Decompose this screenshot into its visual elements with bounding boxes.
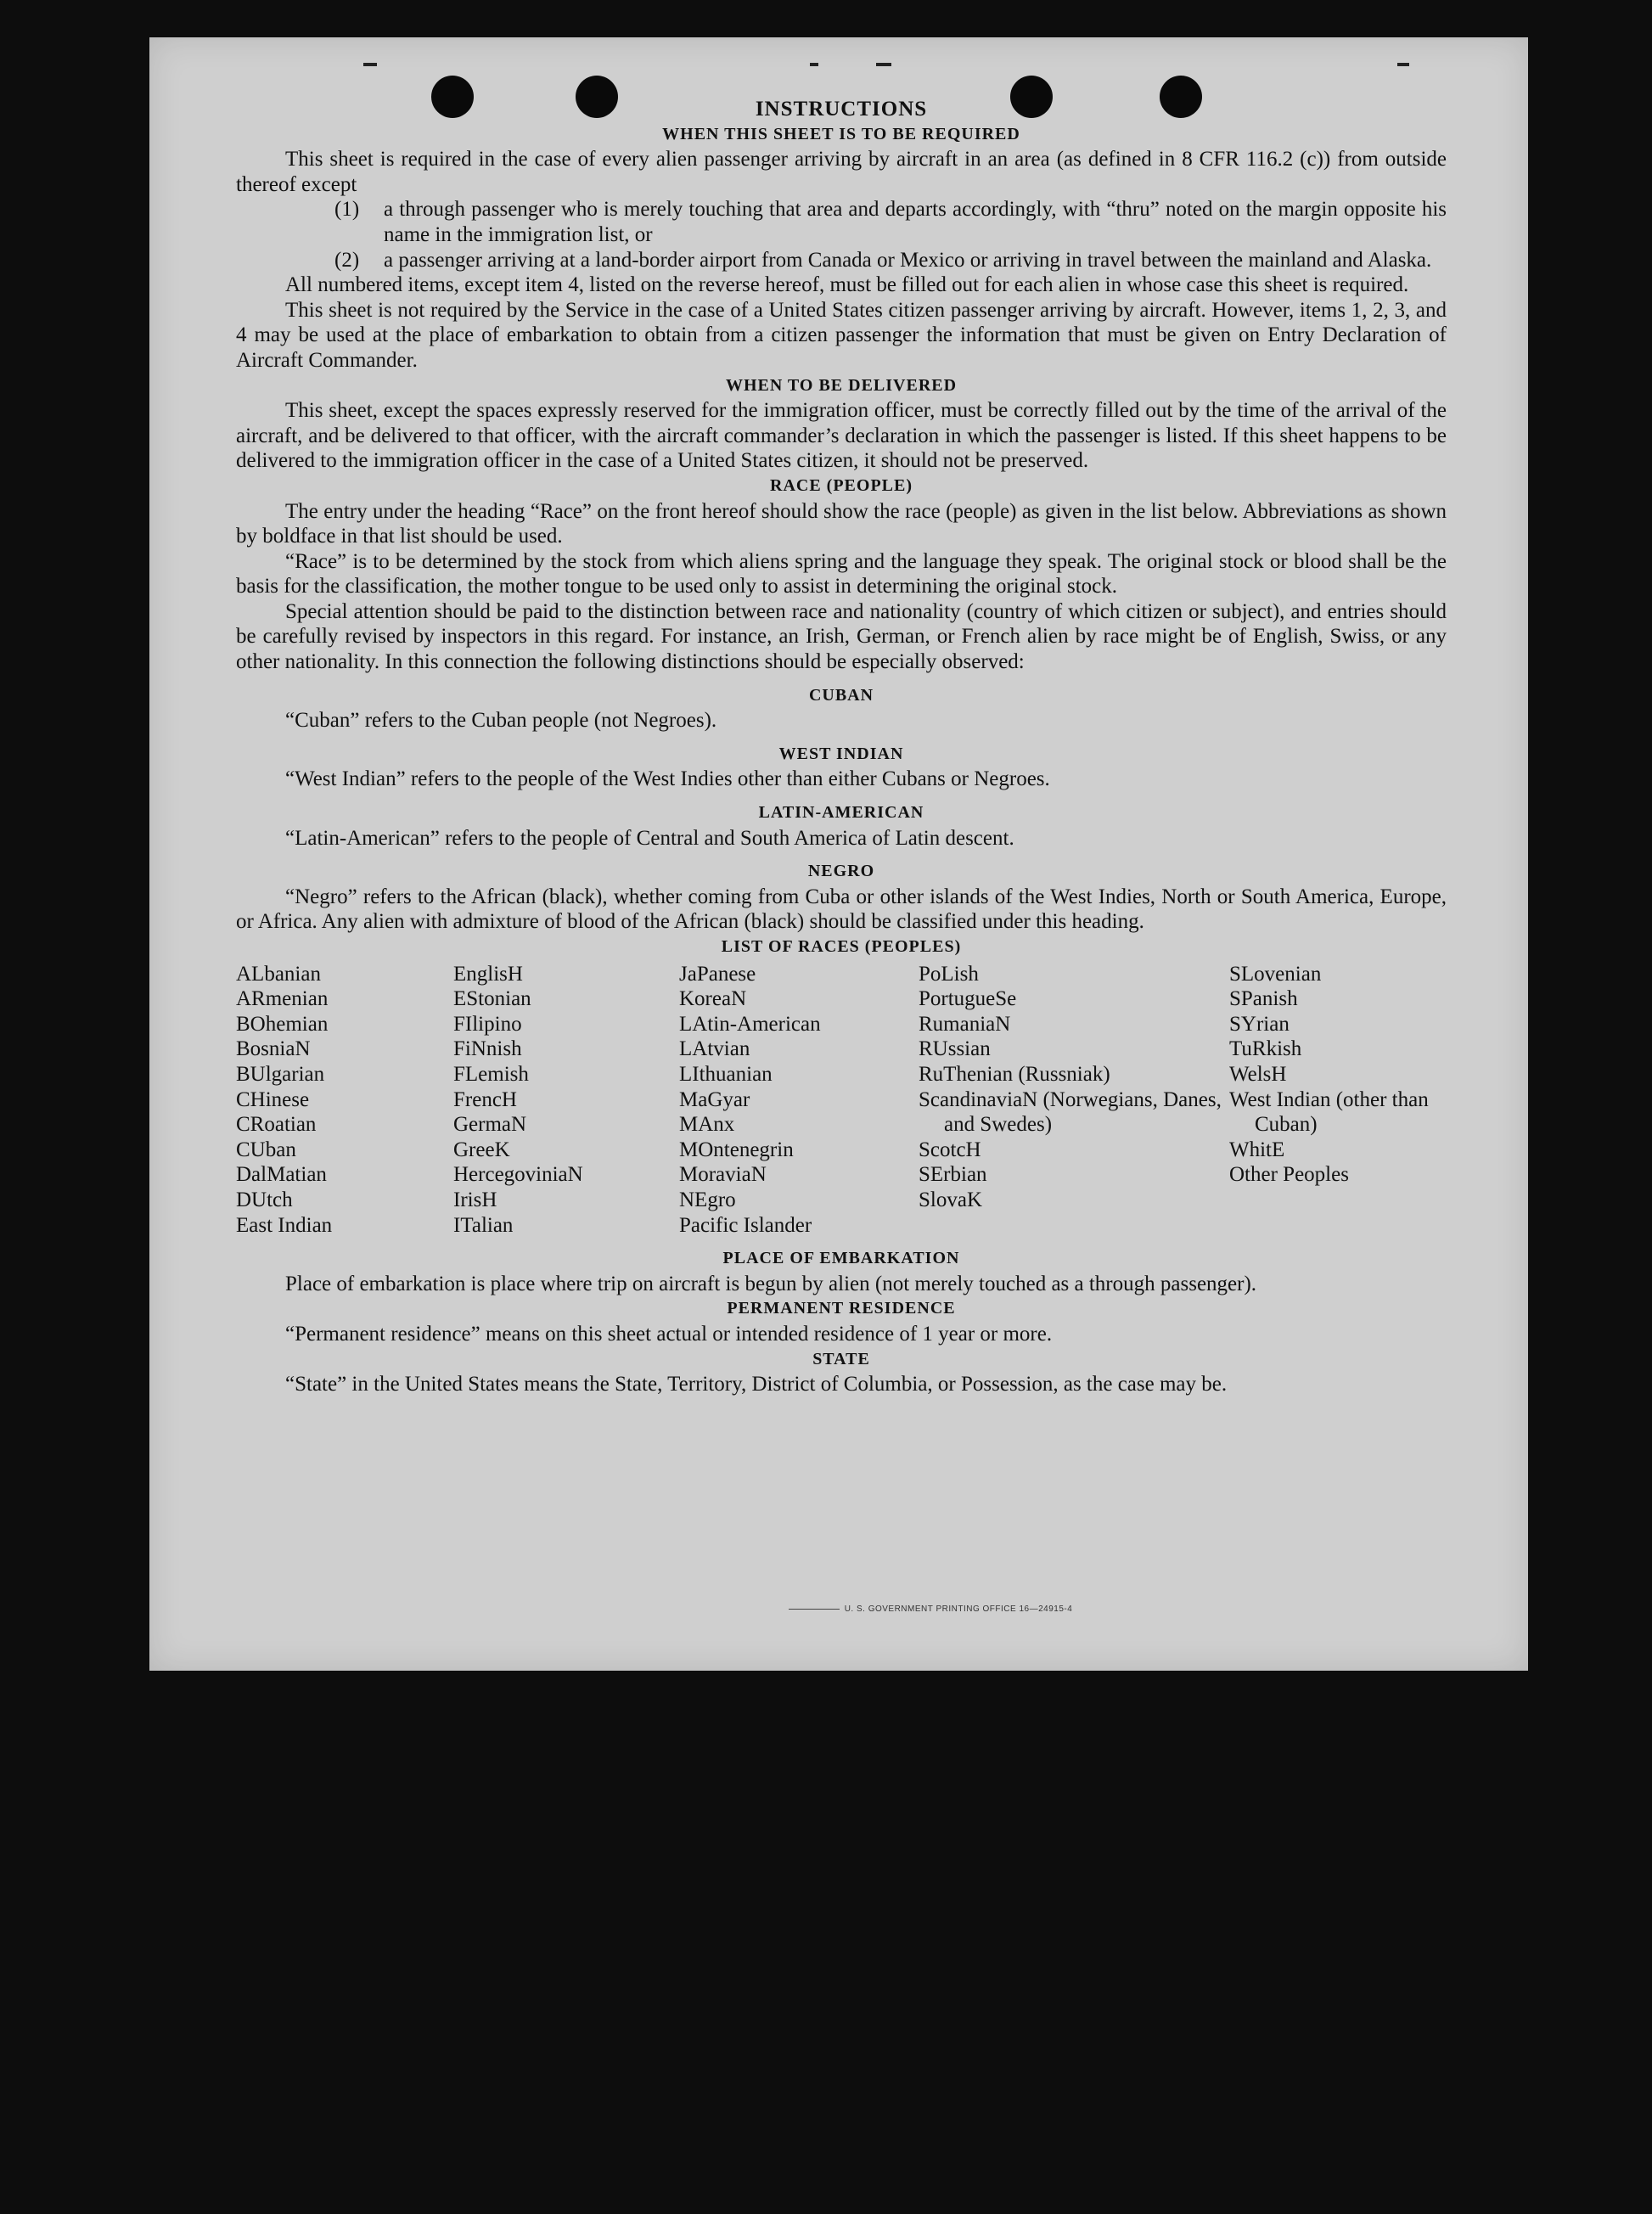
race-item: MAnx [679, 1113, 735, 1137]
race-item: KoreaN [679, 987, 747, 1011]
paragraph: Place of embarkation is place where trip on aircraft is begun by alien (not merely touched as a through passenger). [285, 1272, 1257, 1295]
section-heading-cuban: CUBAN [808, 685, 874, 705]
race-item: ScotcH [919, 1138, 981, 1161]
race-item: SErbian [919, 1163, 987, 1187]
paragraph: All numbered items, except item 4, listed on the reverse hereof, must be filled out for each alien in whose case this sheet is required. [285, 273, 1409, 297]
section-heading-when-required: WHEN THIS SHEET IS TO BE REQUIRED [662, 124, 1020, 143]
printer-imprint [693, 1604, 1168, 1614]
race-list [236, 962, 1447, 1239]
race-item: MoraviaN [679, 1163, 767, 1187]
list-item [236, 248, 1447, 273]
race-item: ARmenian [236, 987, 329, 1011]
race-item: Pacific Islander [679, 1213, 812, 1237]
scan-mark [876, 63, 891, 66]
section-heading-state: STATE [812, 1349, 870, 1368]
race-item: RUssian [919, 1037, 991, 1061]
race-item: WhitE [1229, 1138, 1285, 1161]
race-item: LAtin-American [679, 1012, 821, 1036]
race-column [453, 962, 679, 1239]
scan-mark [1397, 63, 1409, 66]
race-item: Other Peoples [1229, 1163, 1349, 1187]
race-item: BosniaN [236, 1037, 311, 1061]
instructions-body [236, 97, 1447, 1397]
race-item: ScandinaviaN (Norwegians, Danes, and Swedes) [919, 1087, 1222, 1137]
paragraph: Special attention should be paid to the distinction between race and nationality (country of which citizen or subject), and entries should be carefully revised by inspectors in this regard. For instance, an Irish, German, or French alien by race might be of English, Swiss, or any other nationality. In this connection the following distinctions should be especially observed: [236, 599, 1447, 674]
race-item: PortugueSe [919, 987, 1017, 1011]
section-heading-latin-american: LATIN-AMERICAN [758, 803, 924, 823]
section-heading-permanent-residence: PERMANENT RESIDENCE [727, 1299, 956, 1318]
page-title: INSTRUCTIONS [755, 98, 928, 121]
race-item: CUban [236, 1138, 296, 1161]
race-item: HercegoviniaN [453, 1163, 583, 1187]
race-item: BOhemian [236, 1012, 329, 1036]
race-item: DalMatian [236, 1163, 327, 1187]
race-item: CRoatian [236, 1113, 317, 1137]
section-heading-embarkation: PLACE OF EMBARKATION [722, 1249, 960, 1268]
section-heading-race: RACE (PEOPLE) [770, 475, 913, 495]
race-item: MOntenegrin [679, 1138, 794, 1161]
race-column [679, 962, 919, 1239]
race-item: SlovaK [919, 1188, 982, 1211]
race-column [919, 962, 1229, 1239]
paragraph: “Negro” refers to the African (black), whether coming from Cuba or other islands of the West Indies, North or South America, Europe, or Africa. Any alien with admixture of blood of the African (black) should be classified under this heading. [236, 885, 1447, 934]
item-text: a passenger arriving at a land-border airport from Canada or Mexico or arriving in travel between the mainland and Alaska. [384, 248, 1432, 272]
paragraph: “Permanent residence” means on this sheet actual or intended residence of 1 year or more. [285, 1322, 1053, 1346]
paragraph: This sheet is required in the case of every alien passenger arriving by aircraft in an area (as defined in 8 CFR 116.2 (c)) from outside thereof except [236, 148, 1447, 196]
race-item: FLemish [453, 1062, 529, 1086]
race-item: ITalian [453, 1213, 514, 1237]
paragraph: “Cuban” refers to the Cuban people (not Negroes). [285, 709, 717, 733]
race-item: SYrian [1229, 1012, 1290, 1036]
section-heading-list-of-races: LIST OF RACES (PEOPLES) [721, 937, 962, 956]
race-item: FIlipino [453, 1012, 522, 1036]
race-item: West Indian (other than Cuban) [1229, 1087, 1429, 1137]
paragraph: “West Indian” refers to the people of the West Indies other than either Cubans or Negroes. [285, 767, 1050, 791]
race-item: SLovenian [1229, 962, 1322, 986]
race-item: WelsH [1229, 1062, 1287, 1086]
paragraph: This sheet is not required by the Service in the case of a United States citizen passenger arriving by aircraft. However, items 1, 2, 3, and 4 may be used at the place of embarkation to obtain from a citizen passenger the information that must be given on Entry Declaration of Aircraft Commander. [236, 298, 1447, 372]
paragraph: “State” in the United States means the State, Territory, District of Columbia, or Possession, as the case may be. [285, 1373, 1228, 1396]
race-item: CHinese [236, 1087, 310, 1111]
item-text: a through passenger who is merely touching that area and departs accordingly, with “thru” noted on the margin opposite his name in the immigration list, or [384, 198, 1447, 246]
race-item: DUtch [236, 1188, 293, 1211]
scan-mark [363, 63, 377, 66]
list-item [236, 197, 1447, 247]
race-item: ALbanian [236, 962, 321, 986]
race-item: FiNnish [453, 1037, 522, 1061]
race-item: TuRkish [1229, 1037, 1302, 1061]
race-item: NEgro [679, 1188, 736, 1211]
paragraph: “Latin-American” refers to the people of Central and South America of Latin descent. [285, 826, 1014, 850]
item-number: (1) [334, 198, 360, 222]
paragraph: The entry under the heading “Race” on the front hereof should show the race (people) as given in the list below. Abbreviations as shown by boldface in that list should be used. [236, 499, 1447, 548]
race-item: SPanish [1229, 987, 1298, 1011]
section-heading-when-delivered: WHEN TO BE DELIVERED [725, 375, 958, 395]
paragraph: “Race” is to be determined by the stock from which aliens spring and the language they speak. The original stock or blood shall be the basis for the classification, the mother tongue to be used only to assist in determining the original stock. [236, 549, 1447, 598]
race-item: EnglisH [453, 962, 523, 986]
race-item: BUlgarian [236, 1062, 325, 1086]
section-heading-west-indian: WEST INDIAN [778, 744, 904, 763]
race-item: EStonian [453, 987, 531, 1011]
race-item: LIthuanian [679, 1062, 773, 1086]
race-item: RuThenian (Russniak) [919, 1062, 1110, 1086]
race-column [1229, 962, 1447, 1239]
race-item: East Indian [236, 1213, 333, 1237]
race-item: FrencH [453, 1087, 517, 1111]
race-item: MaGyar [679, 1087, 750, 1111]
document-page [149, 37, 1528, 1671]
item-number: (2) [334, 248, 360, 272]
paragraph: This sheet, except the spaces expressly reserved for the immigration officer, must be correctly filled out by the time of the arrival of the aircraft, and be delivered to that officer, with the aircraft commander’s declaration in which the passenger is listed. If this sheet happens to be delivered to the immigration officer in the case of a United States citizen, it should not be preserved. [236, 399, 1447, 473]
section-heading-negro: NEGRO [807, 862, 875, 881]
race-column [236, 962, 453, 1239]
race-item: LAtvian [679, 1037, 750, 1061]
race-item: IrisH [453, 1188, 497, 1211]
race-item: RumaniaN [919, 1012, 1011, 1036]
race-item: PoLish [919, 962, 979, 986]
race-item: GreeK [453, 1138, 510, 1161]
imprint-text: U. S. GOVERNMENT PRINTING OFFICE 16—24915-4 [844, 1604, 1073, 1614]
scan-mark [810, 63, 818, 66]
race-item: JaPanese [679, 962, 756, 986]
race-item: GermaN [453, 1113, 527, 1137]
